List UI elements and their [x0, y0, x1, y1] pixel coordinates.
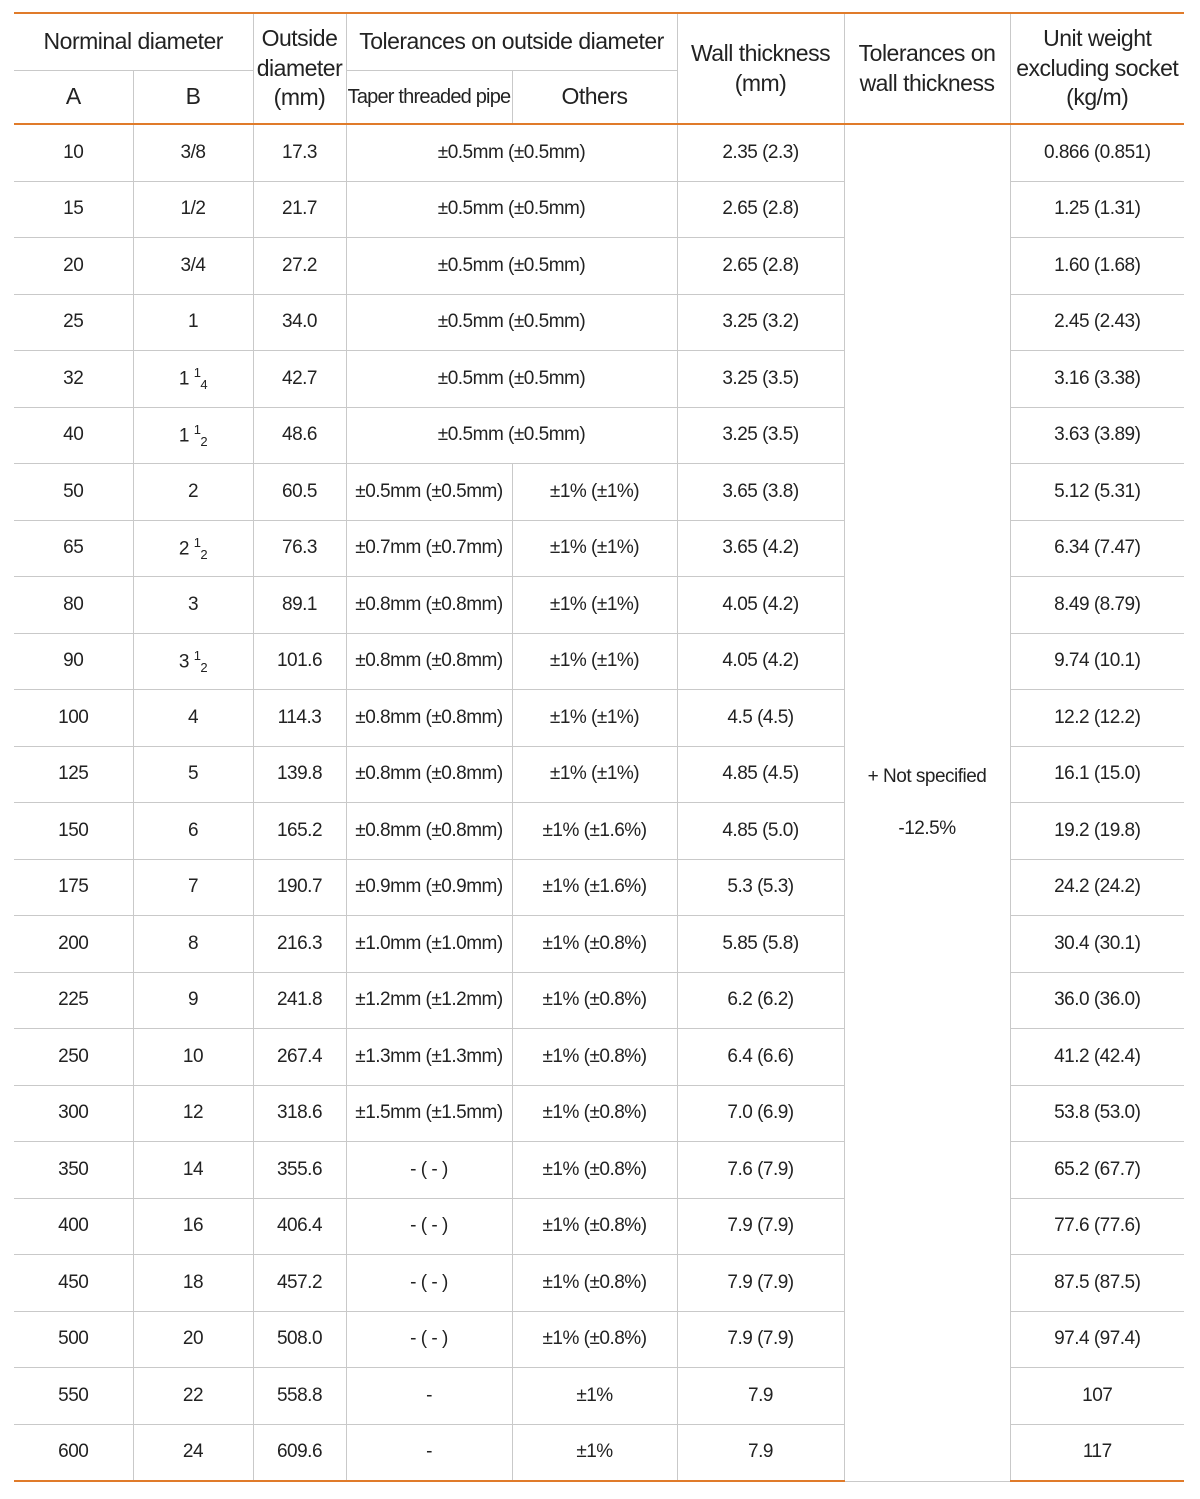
header-wall-thickness-unit: (mm): [734, 69, 787, 96]
cell-b-whole: 3: [178, 651, 189, 673]
cell-unit-weight: 36.0 (36.0): [1010, 972, 1184, 1029]
cell-b: 10: [133, 1029, 253, 1086]
cell-b: [133, 633, 253, 690]
cell-others: ±1% (±1%): [512, 464, 677, 521]
cell-a: 50: [14, 464, 133, 521]
cell-b: 3/8: [133, 124, 253, 181]
cell-unit-weight: 1.25 (1.31): [1010, 181, 1184, 238]
cell-b: 4: [133, 690, 253, 747]
header-outside-diameter-label: Outside diameter: [256, 24, 343, 81]
cell-b: 2: [133, 464, 253, 521]
cell-others: ±1% (±0.8%): [512, 1198, 677, 1255]
cell-outside-diameter: 89.1: [253, 577, 346, 634]
cell-others: ±1%: [512, 1368, 677, 1425]
header-col-b: B: [133, 71, 253, 125]
cell-b: [133, 520, 253, 577]
cell-unit-weight: 77.6 (77.6): [1010, 1198, 1184, 1255]
cell-others: ±1% (±0.8%): [512, 916, 677, 973]
table-body: [14, 124, 1184, 1481]
cell-b: 3/4: [133, 238, 253, 295]
pipe-spec-table: [14, 12, 1184, 1482]
cell-unit-weight: 1.60 (1.68): [1010, 238, 1184, 295]
cell-a: 40: [14, 407, 133, 464]
cell-a: 400: [14, 1198, 133, 1255]
cell-outside-diameter: 48.6: [253, 407, 346, 464]
cell-unit-weight: 107: [1010, 1368, 1184, 1425]
cell-wall-thickness: 2.35 (2.3): [677, 124, 844, 181]
cell-others: ±1% (±0.8%): [512, 972, 677, 1029]
cell-b: 20: [133, 1311, 253, 1368]
cell-wall-thickness: 2.65 (2.8): [677, 238, 844, 295]
cell-wall-thickness: 2.65 (2.8): [677, 181, 844, 238]
cell-b-numerator: 1: [193, 365, 201, 381]
cell-others: ±1% (±0.8%): [512, 1029, 677, 1086]
cell-b: 7: [133, 859, 253, 916]
cell-outside-diameter: 139.8: [253, 746, 346, 803]
cell-outside-diameter: 216.3: [253, 916, 346, 973]
cell-taper-threaded: ±0.5mm (±0.5mm): [346, 464, 512, 521]
cell-b-denominator: 2: [200, 546, 208, 562]
cell-b-numerator: 1: [193, 421, 201, 437]
cell-wall-thickness: 4.85 (5.0): [677, 803, 844, 860]
cell-others: ±1% (±0.8%): [512, 1085, 677, 1142]
header-nominal-diameter: Norminal diameter: [14, 13, 253, 71]
cell-b-whole: 2: [178, 538, 189, 560]
cell-wall-thickness: 7.9: [677, 1368, 844, 1425]
cell-b: [133, 407, 253, 464]
cell-taper-threaded: ±0.7mm (±0.7mm): [346, 520, 512, 577]
cell-a: 550: [14, 1368, 133, 1425]
cell-unit-weight: 12.2 (12.2): [1010, 690, 1184, 747]
cell-a: 200: [14, 916, 133, 973]
cell-unit-weight: 16.1 (15.0): [1010, 746, 1184, 803]
cell-outside-diameter: 101.6: [253, 633, 346, 690]
cell-outside-diameter: 318.6: [253, 1085, 346, 1142]
cell-wall-thickness: 6.2 (6.2): [677, 972, 844, 1029]
cell-a: 300: [14, 1085, 133, 1142]
cell-taper-threaded: ±1.3mm (±1.3mm): [346, 1029, 512, 1086]
cell-b: 12: [133, 1085, 253, 1142]
header-unit-weight-unit: (kg/m): [1066, 84, 1129, 111]
cell-unit-weight: 19.2 (19.8): [1010, 803, 1184, 860]
cell-unit-weight: 2.45 (2.43): [1010, 294, 1184, 351]
cell-others: ±1% (±1.6%): [512, 803, 677, 860]
cell-unit-weight: 6.34 (7.47): [1010, 520, 1184, 577]
cell-taper-threaded: ±0.9mm (±0.9mm): [346, 859, 512, 916]
cell-tolerance-od: ±0.5mm (±0.5mm): [346, 294, 677, 351]
cell-others: ±1% (±1%): [512, 746, 677, 803]
cell-taper-threaded: ±1.0mm (±1.0mm): [346, 916, 512, 973]
cell-outside-diameter: 60.5: [253, 464, 346, 521]
cell-wall-thickness: 7.9 (7.9): [677, 1255, 844, 1312]
cell-a: 250: [14, 1029, 133, 1086]
cell-b-denominator: 2: [200, 433, 208, 449]
header-wall-thickness: [677, 13, 844, 124]
cell-b: 8: [133, 916, 253, 973]
header-tolerances-od: Tolerances on outside diameter: [346, 13, 677, 71]
wall-tolerance-minus: -12.5%: [898, 817, 956, 839]
cell-others: ±1%: [512, 1424, 677, 1481]
cell-outside-diameter: 165.2: [253, 803, 346, 860]
cell-unit-weight: 87.5 (87.5): [1010, 1255, 1184, 1312]
cell-wall-thickness: 6.4 (6.6): [677, 1029, 844, 1086]
cell-outside-diameter: 558.8: [253, 1368, 346, 1425]
header-taper-threaded: Taper threaded pipe: [346, 71, 512, 125]
cell-unit-weight: 8.49 (8.79): [1010, 577, 1184, 634]
cell-outside-diameter: 609.6: [253, 1424, 346, 1481]
cell-unit-weight: 3.63 (3.89): [1010, 407, 1184, 464]
cell-a: 65: [14, 520, 133, 577]
cell-outside-diameter: 406.4: [253, 1198, 346, 1255]
cell-tolerance-od: ±0.5mm (±0.5mm): [346, 407, 677, 464]
cell-a: 15: [14, 181, 133, 238]
cell-wall-thickness: 7.9 (7.9): [677, 1198, 844, 1255]
cell-wall-thickness: 4.5 (4.5): [677, 690, 844, 747]
cell-unit-weight: 5.12 (5.31): [1010, 464, 1184, 521]
cell-a: 125: [14, 746, 133, 803]
cell-a: 150: [14, 803, 133, 860]
cell-b-numerator: 1: [193, 647, 201, 663]
cell-b: 6: [133, 803, 253, 860]
cell-unit-weight: 24.2 (24.2): [1010, 859, 1184, 916]
cell-b: 9: [133, 972, 253, 1029]
cell-outside-diameter: 190.7: [253, 859, 346, 916]
cell-others: ±1% (±0.8%): [512, 1255, 677, 1312]
header-outside-diameter: [253, 13, 346, 124]
cell-taper-threaded: - ( - ): [346, 1255, 512, 1312]
cell-wall-thickness: 3.65 (4.2): [677, 520, 844, 577]
cell-unit-weight: 0.866 (0.851): [1010, 124, 1184, 181]
wall-tolerance-plus: + Not specified: [867, 766, 987, 788]
cell-a: 32: [14, 351, 133, 408]
cell-taper-threaded: ±0.8mm (±0.8mm): [346, 803, 512, 860]
cell-wall-thickness: 5.85 (5.8): [677, 916, 844, 973]
cell-b-denominator: 4: [200, 377, 208, 393]
cell-wall-thickness: 4.85 (4.5): [677, 746, 844, 803]
cell-a: 175: [14, 859, 133, 916]
cell-a: 25: [14, 294, 133, 351]
cell-wall-tolerance: [844, 124, 1010, 1481]
cell-wall-thickness: 7.9 (7.9): [677, 1311, 844, 1368]
cell-tolerance-od: ±0.5mm (±0.5mm): [346, 124, 677, 181]
cell-taper-threaded: ±0.8mm (±0.8mm): [346, 746, 512, 803]
cell-wall-thickness: 3.25 (3.5): [677, 407, 844, 464]
cell-wall-thickness: 3.65 (3.8): [677, 464, 844, 521]
cell-wall-thickness: 7.0 (6.9): [677, 1085, 844, 1142]
header-tolerances-wall: Tolerances on wall thickness: [844, 13, 1010, 124]
header-unit-weight-label: Unit weight excluding socket: [1016, 24, 1179, 81]
cell-outside-diameter: 457.2: [253, 1255, 346, 1312]
cell-taper-threaded: -: [346, 1424, 512, 1481]
header-wall-thickness-label: Wall thickness: [690, 39, 831, 66]
cell-outside-diameter: 114.3: [253, 690, 346, 747]
cell-b: 1/2: [133, 181, 253, 238]
pipe-spec-table-container: [14, 12, 1184, 1482]
cell-wall-thickness: 7.9: [677, 1424, 844, 1481]
cell-a: 20: [14, 238, 133, 295]
cell-a: 500: [14, 1311, 133, 1368]
cell-a: 90: [14, 633, 133, 690]
cell-b-whole: 1: [178, 425, 189, 447]
cell-a: 80: [14, 577, 133, 634]
cell-unit-weight: 41.2 (42.4): [1010, 1029, 1184, 1086]
cell-others: ±1% (±0.8%): [512, 1142, 677, 1199]
cell-taper-threaded: - ( - ): [346, 1311, 512, 1368]
cell-taper-threaded: ±0.8mm (±0.8mm): [346, 633, 512, 690]
cell-a: 100: [14, 690, 133, 747]
cell-outside-diameter: 17.3: [253, 124, 346, 181]
cell-b: 18: [133, 1255, 253, 1312]
cell-outside-diameter: 241.8: [253, 972, 346, 1029]
cell-b: 24: [133, 1424, 253, 1481]
cell-outside-diameter: 27.2: [253, 238, 346, 295]
cell-others: ±1% (±1%): [512, 690, 677, 747]
header-outside-diameter-unit: (mm): [273, 84, 326, 111]
cell-a: 225: [14, 972, 133, 1029]
cell-b: 5: [133, 746, 253, 803]
cell-b: 14: [133, 1142, 253, 1199]
cell-wall-thickness: 4.05 (4.2): [677, 633, 844, 690]
cell-unit-weight: 53.8 (53.0): [1010, 1085, 1184, 1142]
cell-outside-diameter: 76.3: [253, 520, 346, 577]
cell-unit-weight: 9.74 (10.1): [1010, 633, 1184, 690]
cell-unit-weight: 97.4 (97.4): [1010, 1311, 1184, 1368]
cell-others: ±1% (±0.8%): [512, 1311, 677, 1368]
cell-outside-diameter: 21.7: [253, 181, 346, 238]
cell-b-denominator: 2: [200, 659, 208, 675]
header-col-a: A: [14, 71, 133, 125]
cell-unit-weight: 3.16 (3.38): [1010, 351, 1184, 408]
cell-tolerance-od: ±0.5mm (±0.5mm): [346, 238, 677, 295]
cell-wall-thickness: 3.25 (3.2): [677, 294, 844, 351]
cell-others: ±1% (±1%): [512, 520, 677, 577]
cell-tolerance-od: ±0.5mm (±0.5mm): [346, 351, 677, 408]
cell-b-numerator: 1: [193, 534, 201, 550]
cell-wall-thickness: 4.05 (4.2): [677, 577, 844, 634]
cell-taper-threaded: - ( - ): [346, 1142, 512, 1199]
cell-unit-weight: 30.4 (30.1): [1010, 916, 1184, 973]
cell-taper-threaded: - ( - ): [346, 1198, 512, 1255]
cell-taper-threaded: ±1.5mm (±1.5mm): [346, 1085, 512, 1142]
cell-unit-weight: 117: [1010, 1424, 1184, 1481]
cell-wall-thickness: 7.6 (7.9): [677, 1142, 844, 1199]
cell-b: 22: [133, 1368, 253, 1425]
cell-taper-threaded: ±0.8mm (±0.8mm): [346, 690, 512, 747]
cell-outside-diameter: 34.0: [253, 294, 346, 351]
cell-taper-threaded: ±0.8mm (±0.8mm): [346, 577, 512, 634]
cell-others: ±1% (±1%): [512, 577, 677, 634]
cell-b: 3: [133, 577, 253, 634]
cell-outside-diameter: 267.4: [253, 1029, 346, 1086]
header-unit-weight: [1010, 13, 1184, 124]
cell-unit-weight: 65.2 (67.7): [1010, 1142, 1184, 1199]
cell-others: ±1% (±1%): [512, 633, 677, 690]
header-others: Others: [512, 71, 677, 125]
cell-tolerance-od: ±0.5mm (±0.5mm): [346, 181, 677, 238]
cell-a: 450: [14, 1255, 133, 1312]
cell-b: 16: [133, 1198, 253, 1255]
cell-wall-thickness: 5.3 (5.3): [677, 859, 844, 916]
cell-b-whole: 1: [178, 368, 189, 390]
cell-taper-threaded: -: [346, 1368, 512, 1425]
cell-taper-threaded: ±1.2mm (±1.2mm): [346, 972, 512, 1029]
cell-a: 600: [14, 1424, 133, 1481]
cell-wall-thickness: 3.25 (3.5): [677, 351, 844, 408]
cell-outside-diameter: 508.0: [253, 1311, 346, 1368]
cell-b: [133, 351, 253, 408]
table-header: [14, 13, 1184, 124]
cell-a: 10: [14, 124, 133, 181]
cell-outside-diameter: 355.6: [253, 1142, 346, 1199]
cell-others: ±1% (±1.6%): [512, 859, 677, 916]
table-row: [14, 124, 1184, 181]
cell-b: 1: [133, 294, 253, 351]
cell-outside-diameter: 42.7: [253, 351, 346, 408]
cell-a: 350: [14, 1142, 133, 1199]
